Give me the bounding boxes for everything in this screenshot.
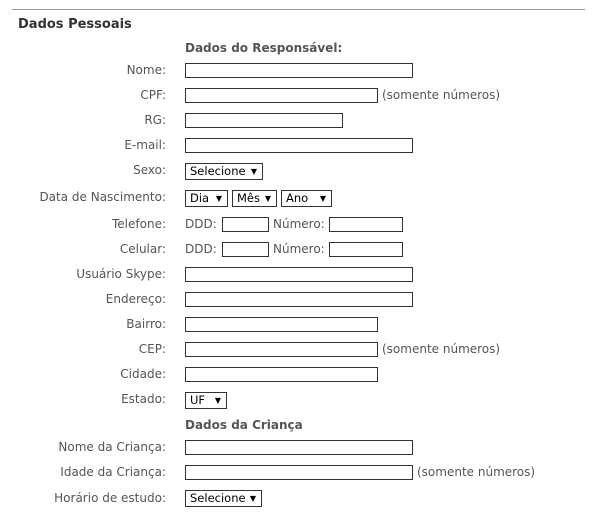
rg-label: RG: <box>144 113 166 127</box>
city-input[interactable] <box>185 367 378 382</box>
email-input[interactable] <box>185 138 413 153</box>
cpf-label: CPF: <box>140 88 166 102</box>
child-heading: Dados da Criança <box>185 418 303 432</box>
skype-label: Usuário Skype: <box>76 267 166 281</box>
cpf-input[interactable] <box>185 88 378 103</box>
city-label: Cidade: <box>120 367 166 381</box>
study-time-select[interactable] <box>185 490 262 507</box>
chevron-down-icon: ▼ <box>215 194 222 203</box>
birth-day-select[interactable] <box>185 190 228 207</box>
child-age-label: Idade da Criança: <box>60 465 166 479</box>
birth-year-value: Ano <box>286 191 309 205</box>
rg-input[interactable] <box>185 113 343 128</box>
address-input[interactable] <box>185 292 413 307</box>
chevron-down-icon: ▼ <box>249 494 256 503</box>
mobile-ddd-label: DDD: <box>185 242 217 256</box>
neighborhood-label: Bairro: <box>126 317 166 331</box>
cep-input[interactable] <box>185 342 378 357</box>
phone-number-label: Número: <box>273 217 325 231</box>
gender-label: Sexo: <box>133 163 166 177</box>
mobile-number-input[interactable] <box>329 242 403 257</box>
cep-hint: (somente números) <box>382 342 501 356</box>
child-age-hint: (somente números) <box>417 465 536 479</box>
mobile-number-label: Número: <box>273 242 325 256</box>
gender-select[interactable] <box>185 163 263 180</box>
chevron-down-icon: ▼ <box>214 396 221 405</box>
chevron-down-icon: ▼ <box>264 194 271 203</box>
phone-ddd-label: DDD: <box>185 217 217 231</box>
birth-month-value: Mês <box>237 191 260 205</box>
mobile-ddd-input[interactable] <box>222 242 269 257</box>
state-select-value: UF <box>190 393 206 407</box>
phone-number-input[interactable] <box>329 217 403 232</box>
cpf-hint: (somente números) <box>382 88 501 102</box>
skype-input[interactable] <box>185 267 413 282</box>
study-time-select-value: Selecione <box>190 491 246 505</box>
phone-label: Telefone: <box>112 217 166 231</box>
birth-month-select[interactable] <box>232 190 277 207</box>
state-label: Estado: <box>121 392 166 406</box>
birth-day-value: Dia <box>190 191 210 205</box>
section-title: Dados Pessoais <box>18 17 132 32</box>
responsible-heading: Dados do Responsável: <box>185 41 343 55</box>
study-time-label: Horário de estudo: <box>54 491 166 505</box>
cep-label: CEP: <box>138 342 166 356</box>
birth-year-select[interactable] <box>281 190 332 207</box>
phone-ddd-input[interactable] <box>222 217 269 232</box>
name-input[interactable] <box>185 63 413 78</box>
top-divider <box>12 9 585 10</box>
child-age-input[interactable] <box>185 465 413 480</box>
child-name-label: Nome da Criança: <box>58 440 166 454</box>
chevron-down-icon: ▼ <box>319 194 326 203</box>
address-label: Endereço: <box>105 292 166 306</box>
child-name-input[interactable] <box>185 440 413 455</box>
name-label: Nome: <box>126 63 166 77</box>
chevron-down-icon: ▼ <box>250 167 257 176</box>
mobile-label: Celular: <box>119 242 166 256</box>
birthdate-label: Data de Nascimento: <box>39 190 166 204</box>
neighborhood-input[interactable] <box>185 317 378 332</box>
gender-select-value: Selecione <box>190 164 246 178</box>
email-label: E-mail: <box>124 138 166 152</box>
state-select[interactable] <box>185 392 227 409</box>
